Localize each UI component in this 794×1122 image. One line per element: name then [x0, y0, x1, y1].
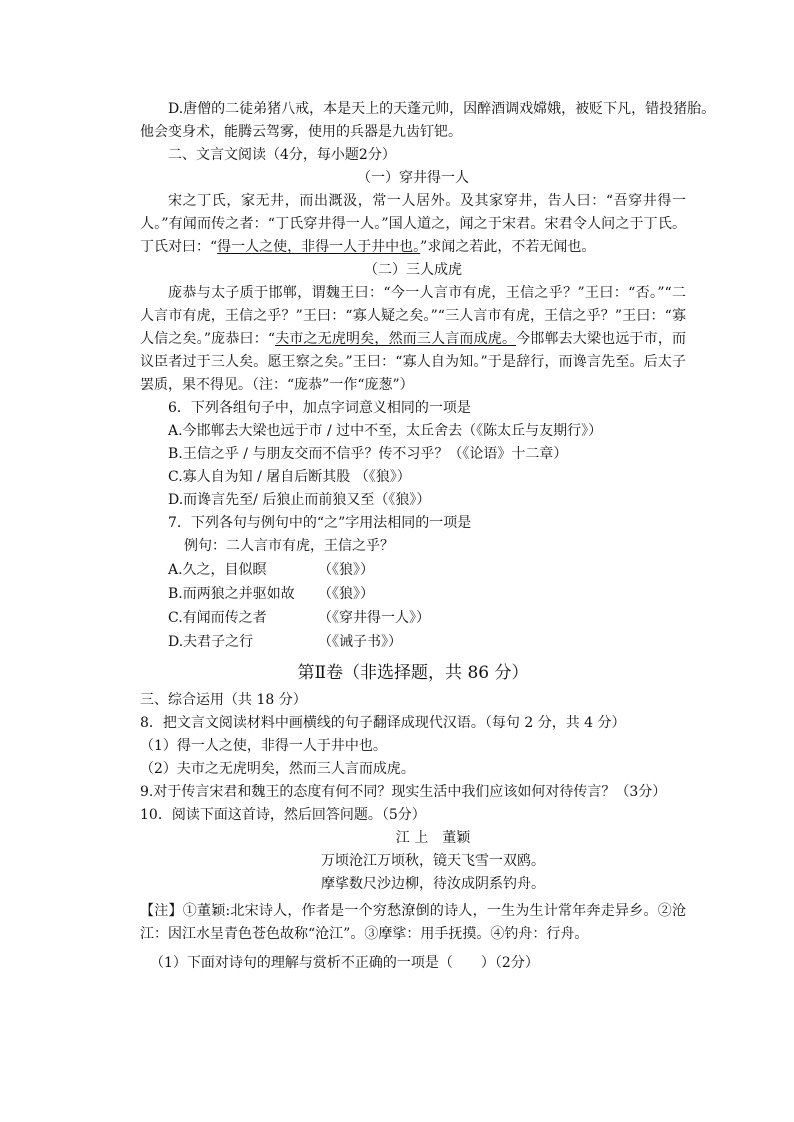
question-7-option: C.有闻而传之者 （《穿井得一人》） — [168, 610, 430, 626]
question-7: 7．下列各句与例句中的“之”字用法相同的一项是 — [168, 515, 472, 531]
question-7-option: A.久之，目似瞑 （《狼》） — [168, 562, 374, 578]
question-6-option-d: D.而谗言先至/ 后狼止而前狼又至（《狼》） — [168, 492, 431, 508]
question-6: 6．下列各组句子中，加点字词意义相同的一项是 — [168, 400, 471, 416]
poem-note: 【注】①董颖:北宋诗人，作者是一个穷愁潦倒的诗人，一生为生计常年奔走异乡。②沧江：因江水呈青色苍色故称“沧江”。③摩挲：用手抚摸。④钓舟：行舟。 — [140, 903, 686, 942]
section-2-heading: 二、文言文阅读（4分，每小题2分） — [168, 147, 396, 163]
passage-1-text — [140, 190, 686, 259]
part-2-title: 第Ⅱ卷（非选择题，共 86 分） — [297, 663, 529, 683]
question-6-option-a: A.今邯郸去大梁也远于市 / 过中不至，太丘舍去（《陈太丘与友期行》） — [168, 423, 603, 439]
question-6-option-c: C.寡人自为知 / 屠自后断其股 （《狼》） — [168, 469, 411, 485]
question-7-option: D.夫君子之行 （《诫子书》） — [168, 634, 402, 650]
question-8-item-2: （2）夫市之无虎明矣，然而三人言而成虎。 — [140, 761, 415, 777]
passage-2-text-a: 庞恭与太子质于邯郸，谓魏王曰：“今一人言市有虎，王信之乎？”王曰：“否。”“二人言市有虎，王信之乎？”王曰：“寡人疑之矣。”“三人言市有虎，王信之乎？”王曰：“寡人信之矣。”庞恭曰：“ — [140, 285, 686, 347]
passage-1-title: （一）穿井得一人 — [357, 170, 469, 186]
passage-2-text — [140, 282, 686, 397]
section-3-heading: 三、综合运用（共 18 分） — [140, 692, 307, 708]
passage-1-text-a: 宋之丁氏，家无井，而出溉汲，常一人居外。及其家穿井，告人曰：“吾穿井得一人。”有闻而传之者：“丁氏穿井得一人。”国人道之，闻之于宋君。宋君令人问之于丁氏。丁氏对曰：“ — [140, 193, 686, 255]
question-6-option-b: B.王信之乎 / 与朋友交而不信乎？传不习乎？（《论语》十二章） — [168, 446, 568, 462]
passage-2-title: （二）三人成虎 — [364, 262, 462, 278]
poem-line-1: 万顷沧江万顷秋，镜天飞雪一双鸥。 — [321, 853, 545, 869]
question-7-options — [140, 558, 686, 654]
question-10-1: （1）下面对诗句的理解与赏析不正确的一项是（ ）（2分） — [150, 955, 539, 971]
question-7-option: B.而两狼之并驱如故 （《狼》） — [168, 586, 374, 602]
passage-1-text-b: ”求闻之若此，不若无闻也。 — [420, 239, 596, 255]
question-8: 8．把文言文阅读材料中画横线的句子翻译成现代汉语。（每句 2 分，共 4 分） — [140, 715, 626, 731]
question-10: 10．阅读下面这首诗，然后回答问题。（5分） — [140, 807, 426, 823]
passage-2-text-b: 今邯郸去大梁也远于市，而议臣者过于三人矣。愿王察之矣。”王曰：“寡人自为知。”于是辞行，而谗言先至。后太子罢质，果不得见。（注：“庞恭”一作“庞葱”） — [140, 331, 687, 393]
poem-title: 江 上 董颖 — [395, 830, 471, 846]
question-9: 9.对于传言宋君和魏王的态度有何不同？现实生活中我们应该如何对待传言？（3分） — [140, 784, 667, 800]
exam-page — [140, 98, 716, 975]
question-8-item-1: （1）得一人之使，非得一人于井中也。 — [140, 738, 387, 754]
passage-2-underlined: 夫市之无虎明矣，然而三人言而成虎。 — [275, 331, 517, 347]
poem-line-2: 摩挲数尺沙边柳，待汝成阴系钓舟。 — [321, 876, 545, 892]
option-d-line-1: D.唐僧的二徒弟猪八戒，本是天上的天蓬元帅，因醉酒调戏嫦娥，被贬下凡，错投猪胎。 — [168, 101, 716, 117]
passage-1-underlined: 得一人之使，非得一人于井中也。 — [217, 239, 421, 255]
question-7-example: 例句：二人言市有虎，王信之乎？ — [184, 538, 394, 554]
option-d-line-2: 他会变身术，能腾云驾雾，使用的兵器是九齿钉钯。 — [140, 124, 462, 140]
